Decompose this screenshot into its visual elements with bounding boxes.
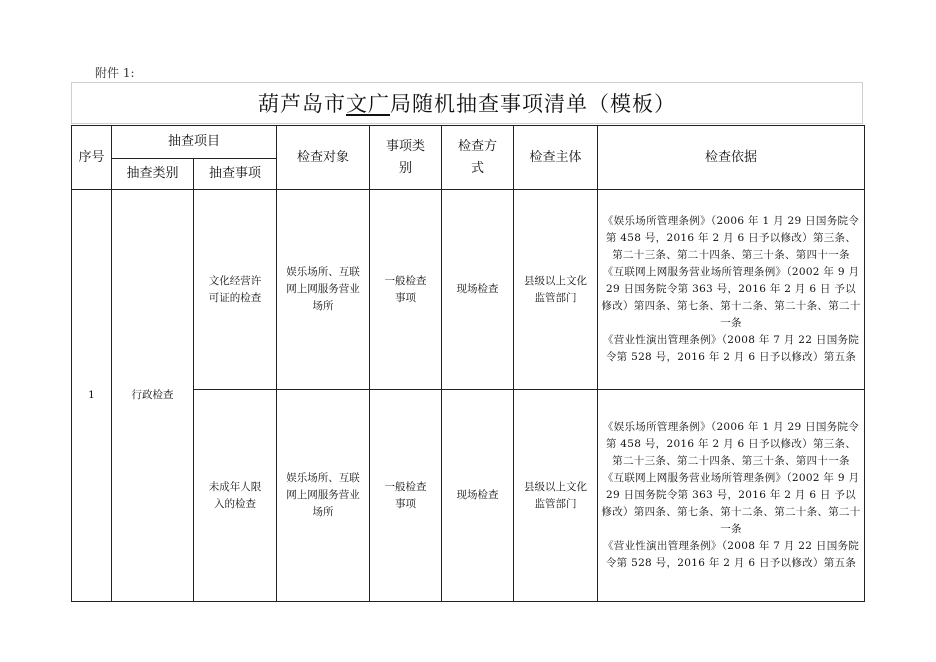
col-header-type — [370, 126, 442, 190]
basis-cell — [598, 190, 865, 390]
matter-cell — [194, 190, 277, 390]
basis-item: 《互联网上网服务营业场所管理条例》（2002 年 9 月 29 日国务院令第 363 号，2016 年 2 月 6 日 予以修改）第四条、第七条、第十二条、第二十条、第二十一条 — [601, 472, 861, 535]
col-header-matter: 抽查事项 — [194, 159, 277, 190]
type-text: 一般检查事项 — [384, 274, 427, 304]
method-cell: 现场检查 — [442, 390, 514, 602]
matter-text: 文化经营许可证的检查 — [208, 274, 262, 304]
seq-cell: 1 — [72, 190, 112, 602]
table-row — [72, 190, 865, 390]
col-header-type-text: 事项类别 — [386, 138, 426, 176]
col-header-basis: 检查依据 — [598, 126, 865, 190]
col-header-method — [442, 126, 514, 190]
basis-item: 《娱乐场所管理条例》（2006 年 1 月 29 日国务院令第 458 号，2016 年 2 月 6 日予以修改）第三条、第二十三条、第二十四条、第三十条、第四十一条 — [602, 421, 860, 467]
title-prefix: 葫芦岛市 — [258, 92, 346, 116]
basis-item: 《营业性演出管理条例》（2008 年 7 月 22 日国务院令第 528 号，2016 年 2 月 6 日予以修改）第五条 — [602, 540, 860, 569]
col-header-method-text: 检查方式 — [458, 138, 498, 176]
col-header-item-group: 抽查项目 — [112, 126, 277, 159]
col-header-seq: 序号 — [72, 126, 112, 190]
method-cell: 现场检查 — [442, 190, 514, 390]
category-cell: 行政检查 — [112, 190, 194, 602]
target-cell — [277, 390, 370, 602]
type-cell — [370, 190, 442, 390]
matter-cell — [194, 390, 277, 602]
basis-item: 《互联网上网服务营业场所管理条例》（2002 年 9 月 29 日国务院令第 363 号，2016 年 2 月 6 日 予以修改）第四条、第七条、第十二条、第二十条、第二十一条 — [601, 266, 861, 329]
col-header-subject: 检查主体 — [514, 126, 598, 190]
basis-item: 《娱乐场所管理条例》（2006 年 1 月 29 日国务院令第 458 号，2016 年 2 月 6 日予以修改）第三条、第二十三条、第二十四条、第三十条、第四十一条 — [602, 215, 860, 261]
target-cell — [277, 190, 370, 390]
target-text: 娱乐场所、互联网上网服务营业场所 — [286, 266, 360, 312]
basis-item: 《营业性演出管理条例》（2008 年 7 月 22 日国务院令第 528 号，2016 年 2 月 6 日予以修改）第五条 — [602, 334, 860, 363]
page-title — [71, 82, 863, 124]
matter-text: 未成年人限入的检查 — [208, 480, 262, 510]
basis-cell — [598, 390, 865, 602]
subject-cell — [514, 190, 598, 390]
attachment-label: 附件 1: — [95, 66, 135, 80]
inspection-table — [71, 125, 865, 602]
subject-text: 县级以上文化监管部门 — [524, 274, 588, 304]
col-header-target: 检查对象 — [277, 126, 370, 190]
title-underlined: 文广 — [346, 92, 390, 116]
target-text: 娱乐场所、互联网上网服务营业场所 — [286, 472, 360, 518]
col-header-category: 抽查类别 — [112, 159, 194, 190]
subject-text: 县级以上文化监管部门 — [524, 480, 588, 510]
type-cell — [370, 390, 442, 602]
title-suffix: 局随机抽查事项清单（模板） — [390, 92, 676, 116]
subject-cell — [514, 390, 598, 602]
type-text: 一般检查事项 — [384, 480, 427, 510]
